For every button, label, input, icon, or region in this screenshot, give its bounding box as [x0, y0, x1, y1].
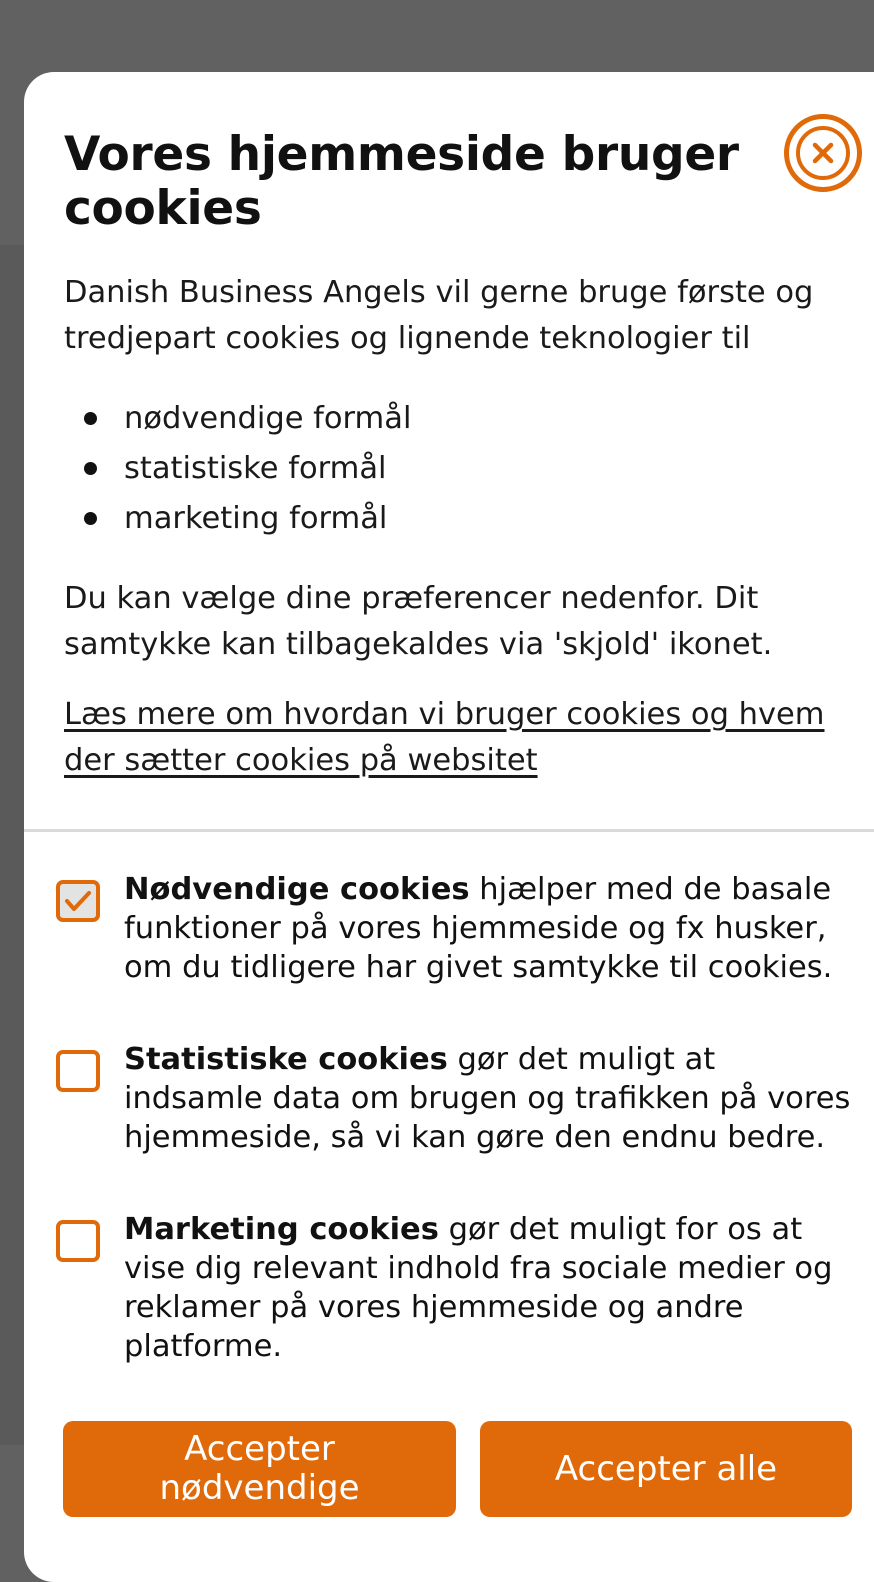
divider	[24, 829, 874, 832]
intro-text: Danish Business Angels vil gerne bruge første og tredjepart cookies og lignende teknologier til	[64, 275, 814, 356]
checkmark-icon	[63, 888, 93, 914]
option-description: gør det muligt at indsamle data om brugen og trafikken på vores hjemmeside, så vi kan gøre den endnu bedre.	[124, 1042, 851, 1155]
page-backdrop	[0, 245, 24, 1445]
option-text	[124, 1210, 854, 1366]
accept-necessary-button[interactable]: Accepter nødvendige	[63, 1421, 456, 1517]
option-title: Nødvendige cookies	[124, 872, 470, 907]
purpose-list	[82, 394, 411, 544]
read-more-link[interactable]: Læs mere om hvordan vi bruger cookies og hvem der sætter cookies på websitet	[64, 697, 825, 778]
option-title: Statistiske cookies	[124, 1042, 448, 1077]
list-item: nødvendige formål	[82, 394, 411, 444]
necessary-checkbox[interactable]	[56, 880, 100, 922]
marketing-checkbox[interactable]	[56, 1220, 100, 1262]
cookie-consent-dialog	[24, 72, 874, 1582]
preferences-text: Du kan vælge dine præferencer nedenfor. Dit samtykke kan tilbagekaldes via 'skjold' ikonet.	[64, 581, 773, 662]
option-title: Marketing cookies	[124, 1212, 439, 1247]
option-description: gør det muligt for os at vise dig relevant indhold fra sociale medier og reklamer på vores hjemmeside og andre platforme.	[124, 1212, 833, 1364]
list-item: marketing formål	[82, 494, 411, 544]
close-button[interactable]	[784, 114, 862, 192]
option-description: hjælper med de basale funktioner på vores hjemmeside og fx husker, om du tidligere har givet samtykke til cookies.	[124, 872, 833, 985]
dialog-title: Vores hjemmeside bruger cookies	[64, 127, 739, 236]
close-circle-icon	[796, 126, 850, 180]
option-text	[124, 870, 854, 987]
list-item: statistiske formål	[82, 444, 411, 494]
accept-all-button[interactable]: Accepter alle	[480, 1421, 852, 1517]
option-text	[124, 1040, 854, 1157]
statistics-checkbox[interactable]	[56, 1050, 100, 1092]
